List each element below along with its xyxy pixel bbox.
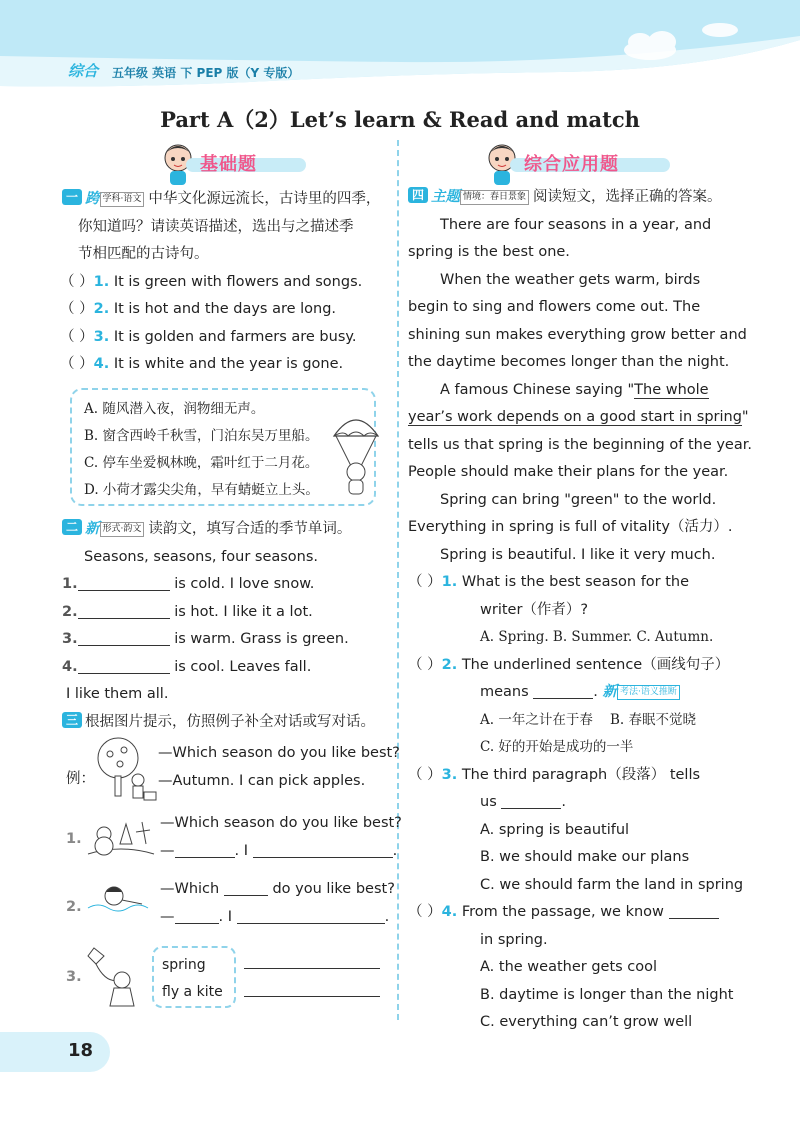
option: B. we should make our plans <box>480 849 690 865</box>
answer-line[interactable] <box>244 968 380 969</box>
item-number: 4. <box>62 658 78 675</box>
parachute-illustration <box>330 410 382 500</box>
answer-blank[interactable] <box>533 683 593 699</box>
question-cont: means . 新 考法·语义推断 <box>408 679 732 707</box>
answer-blank[interactable] <box>501 793 561 809</box>
passage-line: Spring is beautiful. I like it very much. <box>440 546 716 563</box>
hint-word: fly a kite <box>162 984 223 1000</box>
answer-blank[interactable] <box>253 842 393 858</box>
options: A. Spring. B. Summer. C. Autumn. <box>480 629 714 645</box>
item-text: It is hot and the days are long. <box>113 301 337 317</box>
zhuti-label: 主题 <box>431 189 461 205</box>
option: C. everything can’t grow well <box>480 1014 693 1030</box>
answer-blank[interactable] <box>224 880 268 896</box>
item-number: 4. <box>93 356 110 372</box>
item-text: is cool. Leaves fall. <box>174 658 312 675</box>
xin-label: 新 <box>85 521 100 537</box>
item-number: 1. <box>441 574 458 590</box>
item1-question: —Which season do you like best? <box>160 815 402 831</box>
example-question: —Which season do you like best? <box>158 745 400 761</box>
subject-tag: 学科·语文 <box>100 192 145 207</box>
q2-header <box>62 516 392 544</box>
q2-intro: Seasons, seasons, four seasons. <box>84 548 319 565</box>
item-text: It is green with flowers and songs. <box>113 273 363 290</box>
poem-option: B. 窗含西岭千秋雪，门泊东吴万里船。 <box>84 428 319 444</box>
answer-blank[interactable] <box>78 603 170 619</box>
item-number: 3. <box>66 969 82 985</box>
item2-question: —Which do you like best? <box>160 881 395 897</box>
question-cont: writer（作者）? <box>480 601 589 618</box>
answer-line[interactable] <box>244 996 380 997</box>
q2-item <box>62 626 392 654</box>
passage-line: There are four seasons in a year, and <box>440 216 712 233</box>
q1-instruction-line: 节相匹配的古诗句。 <box>78 246 209 262</box>
q1-item <box>60 351 392 379</box>
passage-line: the daytime becomes longer than the night. <box>408 354 730 370</box>
q3-header <box>62 709 392 737</box>
item1-answer: — . I . <box>160 842 398 859</box>
context-tag: 情境：春日景象 <box>460 190 529 205</box>
left-column-q2 <box>62 516 392 736</box>
q1-instruction-line: 你知道吗？请读英语描述，选出与之描述季 <box>78 218 354 235</box>
left-column <box>62 186 392 379</box>
q1-header <box>62 186 392 214</box>
question-tag: 一 <box>62 189 82 205</box>
answer-blank[interactable] <box>78 658 170 674</box>
new-tag: 考法·语义推断 <box>617 685 680 700</box>
page-number: 18 <box>68 1040 94 1061</box>
item-number: 2. <box>441 656 458 673</box>
page-number-tab <box>0 1032 110 1072</box>
item-text: is cold. I love snow. <box>174 576 315 592</box>
answer-paren[interactable]: （ ） <box>408 766 442 783</box>
question: （ ）3. The third paragraph（段落） tells <box>408 766 701 783</box>
underlined-sentence: year’s work depends on a good start in spring <box>408 409 742 425</box>
option: B. 春眠不觉晓 <box>610 711 697 728</box>
question-tag: 四 <box>408 187 428 203</box>
item-number: 3. <box>62 631 78 647</box>
item-number: 1. <box>93 273 110 290</box>
item-number: 2. <box>93 301 110 317</box>
question-tag: 二 <box>62 519 82 535</box>
answer-blank[interactable] <box>237 908 385 924</box>
q4-header <box>408 184 732 212</box>
item-number: 2. <box>62 603 78 620</box>
option: A. 一年之计在于春 <box>480 711 593 728</box>
passage-line: People should make their plans for the year. <box>408 464 729 480</box>
underlined-sentence: The whole <box>634 381 709 398</box>
question-cont: in spring. <box>480 931 548 948</box>
item-text: It is golden and farmers are busy. <box>113 328 357 345</box>
page-title: Part A（2）Let’s learn & Read and match <box>160 107 640 132</box>
question: （ ）4. From the passage, we know <box>408 899 732 927</box>
q1-instruction: 中华文化源远流长，古诗里的四季， <box>148 191 381 207</box>
item-number: 2. <box>66 899 82 915</box>
book-title: 五年级 英语 下 PEP 版（Y 专版） <box>112 66 300 80</box>
answer-blank[interactable] <box>175 908 219 924</box>
left-section-title: 基础题 <box>200 154 257 175</box>
question-tag: 三 <box>62 712 82 728</box>
option: A. the weather gets cool <box>480 959 658 975</box>
option: B. daytime is longer than the night <box>480 986 734 1003</box>
example-dialog <box>158 740 400 795</box>
answer-paren[interactable]: （ ） <box>408 574 442 590</box>
passage-line: Spring can bring "green" to the world. <box>440 491 717 508</box>
options <box>408 707 732 735</box>
item-number: 4. <box>441 904 458 920</box>
item-text: It is white and the year is gone. <box>113 356 344 372</box>
passage-line: begin to sing and flowers come out. The <box>408 299 701 315</box>
q4-instruction: 阅读短文，选择正确的答案。 <box>533 189 722 205</box>
passage-line: shining sun makes everything grow better and <box>408 326 747 343</box>
item-number: 3. <box>93 328 110 345</box>
poem-option: C. 停车坐爱枫林晚，霜叶红于二月花。 <box>84 455 319 471</box>
apple-tree-illustration <box>88 736 158 802</box>
poem-option: A. 随风潜入夜，润物细无声。 <box>84 401 265 417</box>
word-hint-box <box>152 946 236 1008</box>
q1-item <box>60 296 392 324</box>
q2-item <box>62 599 392 627</box>
item2-dialog <box>160 876 395 931</box>
answer-paren[interactable]: （ ） <box>408 904 442 920</box>
q2-instruction: 读韵文，填写合适的季节单词。 <box>148 521 352 537</box>
item-text: is hot. I like it a lot. <box>174 603 313 620</box>
column-divider <box>397 140 399 1020</box>
kua-label: 跨 <box>85 191 100 207</box>
item1-dialog <box>160 810 402 865</box>
right-section-title: 综合应用题 <box>524 154 619 175</box>
snow-scene-illustration <box>86 814 156 862</box>
item-number: 1. <box>66 831 82 847</box>
q2-item <box>62 571 392 599</box>
example-label: 例： <box>66 771 95 787</box>
passage-line: Everything in spring is full of vitality（活力）. <box>408 519 733 535</box>
right-column <box>408 184 752 1037</box>
subject-tag: 形式·韵文 <box>100 522 145 537</box>
q2-outro: I like them all. <box>66 686 169 702</box>
question: （ ）1. What is the best season for the <box>408 574 690 590</box>
option: A. spring is beautiful <box>480 821 630 838</box>
item2-answer: — . I . <box>160 908 390 925</box>
q1-item <box>60 324 392 352</box>
item-text: is warm. Grass is green. <box>174 631 349 647</box>
answer-paren[interactable]: （ ） <box>60 301 94 317</box>
kite-illustration <box>86 944 146 1010</box>
option: C. we should farm the land in spring <box>480 876 744 893</box>
hint-word: spring <box>162 957 206 973</box>
q1-item <box>60 269 392 297</box>
left-section-header <box>160 142 300 186</box>
item-number: 1. <box>62 576 78 592</box>
answer-blank[interactable] <box>669 903 719 919</box>
answer-blank[interactable] <box>175 842 235 858</box>
passage-line: When the weather gets warm, birds <box>440 271 701 288</box>
example-answer: —Autumn. I can pick apples. <box>158 772 366 789</box>
answer-blank[interactable] <box>78 575 170 591</box>
answer-paren[interactable]: （ ） <box>60 273 94 290</box>
poem-option: D. 小荷才露尖尖角，早有蜻蜓立上头。 <box>84 482 319 498</box>
q3-instruction: 根据图片提示，仿照例子补全对话或写对话。 <box>85 713 376 730</box>
passage-line: tells us that spring is the beginning of the year. <box>408 436 752 453</box>
right-section-header <box>484 142 684 186</box>
swimming-illustration <box>86 878 156 926</box>
option: C. 好的开始是成功的一半 <box>480 739 634 755</box>
passage-line: year’s work depends on a good start in spring" <box>408 409 749 425</box>
question-cont: us . <box>480 794 566 810</box>
q2-item <box>62 654 392 682</box>
passage-line: spring is the best one. <box>408 244 570 260</box>
passage-line: A famous Chinese saying "The whole <box>440 381 709 398</box>
question: （ ）2. The underlined sentence（画线句子） <box>408 656 730 673</box>
item-number: 3. <box>441 766 458 783</box>
brand-logo: 综合 <box>68 62 99 80</box>
answer-paren[interactable]: （ ） <box>60 328 94 345</box>
answer-blank[interactable] <box>78 630 170 646</box>
answer-paren[interactable]: （ ） <box>60 356 94 372</box>
answer-paren[interactable]: （ ） <box>408 656 442 673</box>
